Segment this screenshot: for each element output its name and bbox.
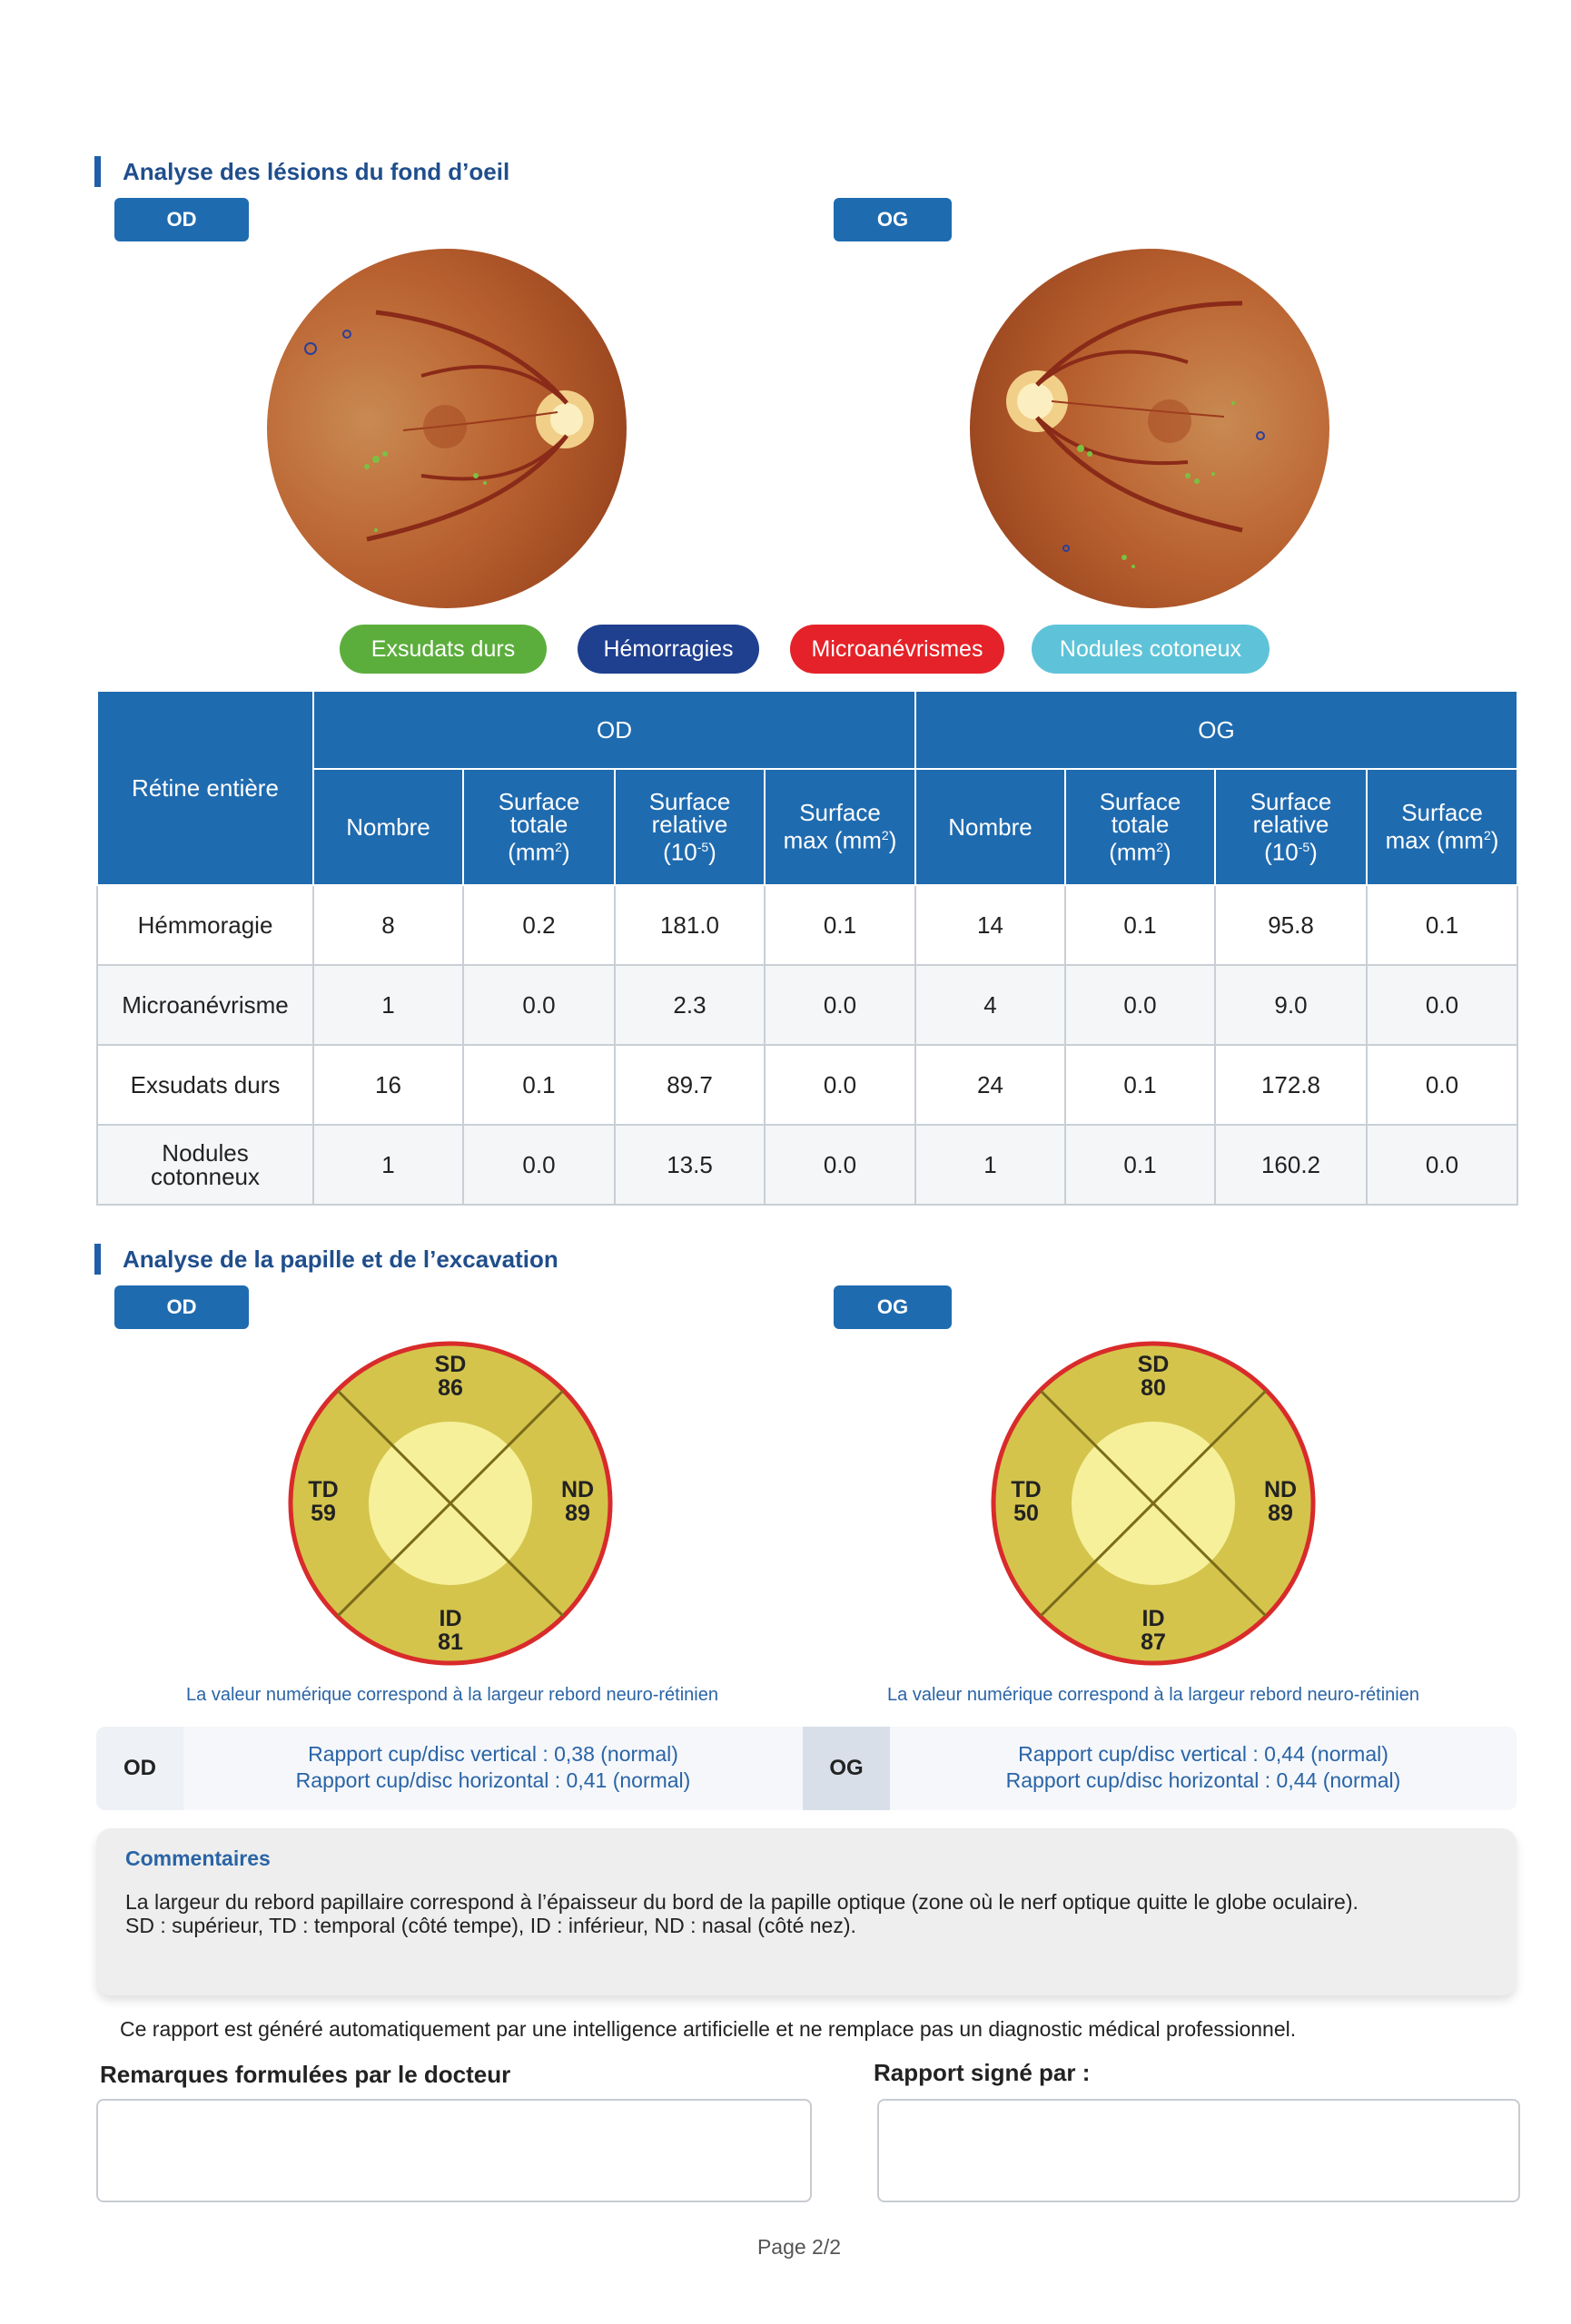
cup-disc-ratio-panel xyxy=(96,1727,1517,1810)
ratio-og-label: OG xyxy=(803,1727,890,1810)
ratio-og-horizontal: Rapport cup/disc horizontal : 0,44 (normal) xyxy=(1005,1768,1401,1792)
table-cell: 1 xyxy=(313,1125,463,1205)
table-cell: 9.0 xyxy=(1215,965,1367,1045)
od-nd-label: ND xyxy=(560,1477,595,1502)
table-cell: 13.5 xyxy=(615,1125,765,1205)
og-td-value: 50 xyxy=(1013,1501,1039,1526)
og-nd-label: ND xyxy=(1263,1477,1298,1502)
og-td-label: TD xyxy=(1011,1477,1042,1502)
comments-line-2: SD : supérieur, TD : temporal (côté tempe), ID : inférieur, ND : nasal (côté nez). xyxy=(125,1914,856,1937)
remarks-label: Remarques formulées par le docteur xyxy=(100,2061,511,2088)
ratio-og-vertical: Rapport cup/disc vertical : 0,44 (normal) xyxy=(1018,1742,1388,1766)
table-cell: 0.1 xyxy=(1065,1125,1215,1205)
table-row xyxy=(97,885,1517,965)
table-cell: 0.0 xyxy=(1367,965,1517,1045)
od-id-value: 81 xyxy=(438,1630,463,1655)
table-cell: 8 xyxy=(313,885,463,965)
table-cell: 4 xyxy=(915,965,1065,1045)
table-cell: 24 xyxy=(915,1045,1065,1125)
table-cell: 2.3 xyxy=(615,965,765,1045)
og-nd-value: 89 xyxy=(1268,1501,1293,1526)
table-cell: 0.0 xyxy=(765,1125,915,1205)
fundus-image-og xyxy=(970,249,1329,608)
col-surface-max-og: Surface $\max (mm^2)$ xyxy=(1367,769,1517,885)
legend-microanevrismes: Microanévrismes xyxy=(790,625,1004,674)
ratio-od-text xyxy=(183,1741,803,1794)
table-cell: 0.1 xyxy=(765,885,915,965)
comments-line-1: La largeur du rebord papillaire correspond à l’épaisseur du bord de la papille optique (zone où le nerf optique quitte le globe oculaire). xyxy=(125,1890,1359,1914)
legend-nodules-cotoneux: Nodules cotoneux xyxy=(1032,625,1270,674)
od-sd-label: SD xyxy=(434,1352,467,1377)
table-cell: 0.0 xyxy=(463,1125,615,1205)
disc-caption-od: La valeur numérique correspond à la largeur rebord neuro-rétinien xyxy=(186,1685,718,1705)
row-label: Exsudats durs xyxy=(97,1045,313,1125)
ratio-od-label: OD xyxy=(96,1727,183,1810)
ratio-og-text xyxy=(890,1741,1517,1794)
disc-diagram-og xyxy=(990,1340,1317,1667)
col-surface-totale-od: Surface totale $(mm^2)$ xyxy=(463,769,615,885)
disc-caption-og: La valeur numérique correspond à la largeur rebord neuro-rétinien xyxy=(887,1685,1419,1705)
table-cell: 1 xyxy=(313,965,463,1045)
table-cell: 0.1 xyxy=(463,1045,615,1125)
lesion-section-title: Analyse des lésions du fond d’oeil xyxy=(94,156,509,187)
fundus-image-od xyxy=(267,249,627,608)
legend-hemorragies: Hémorragies xyxy=(578,625,759,674)
row-label: Hémmoragie xyxy=(97,885,313,965)
col-nombre-og: Nombre xyxy=(915,769,1065,885)
table-row xyxy=(97,1125,1517,1205)
col-nombre-od: Nombre xyxy=(313,769,463,885)
od-sd-value: 86 xyxy=(438,1375,463,1401)
legend-exsudats-durs: Exsudats durs xyxy=(340,625,547,674)
table-cell: 0.0 xyxy=(1367,1125,1517,1205)
ratio-od-vertical: Rapport cup/disc vertical : 0,38 (normal) xyxy=(308,1742,678,1766)
row-label: Microanévrisme xyxy=(97,965,313,1045)
table-corner-header: Rétine entière xyxy=(97,691,313,885)
comments-title: Commentaires xyxy=(125,1846,271,1870)
col-surface-max-od: Surface $\max (mm^2)$ xyxy=(765,769,915,885)
od-tab[interactable]: OD xyxy=(114,198,249,241)
table-cell: 0.1 xyxy=(1065,1045,1215,1125)
col-surface-relative-od: Surface relative $(10^{-5})$ xyxy=(615,769,765,885)
table-cell: 0.1 xyxy=(1065,885,1215,965)
col-surface-totale-og: Surface totale $(mm^2)$ xyxy=(1065,769,1215,885)
od-nd-value: 89 xyxy=(565,1501,590,1526)
remarks-box[interactable] xyxy=(96,2099,812,2202)
table-cell: 1 xyxy=(915,1125,1065,1205)
col-surface-relative-og: Surface relative $(10^{-5})$ xyxy=(1215,769,1367,885)
row-label: Nodules cotonneux xyxy=(97,1125,313,1205)
lesion-table xyxy=(96,690,1518,1206)
table-cell: 160.2 xyxy=(1215,1125,1367,1205)
table-cell: 14 xyxy=(915,885,1065,965)
og-sd-label: SD xyxy=(1137,1352,1170,1377)
disclaimer-text: Ce rapport est généré automatiquement par une intelligence artificielle et ne remplace pas un diagnostic médical professionnel. xyxy=(120,2017,1297,2041)
table-group-od: OD xyxy=(313,691,915,769)
comments-panel xyxy=(96,1828,1517,1995)
table-row xyxy=(97,1045,1517,1125)
disc-og-tab[interactable]: OG xyxy=(834,1285,952,1329)
disc-section-title: Analyse de la papille et de l’excavation xyxy=(94,1244,558,1275)
table-row xyxy=(97,965,1517,1045)
signature-box[interactable] xyxy=(877,2099,1520,2202)
table-cell: 16 xyxy=(313,1045,463,1125)
disc-od-tab[interactable]: OD xyxy=(114,1285,249,1329)
og-id-label: ID xyxy=(1141,1606,1165,1631)
page-number: Page 2/2 xyxy=(756,2235,842,2259)
table-cell: 0.0 xyxy=(1065,965,1215,1045)
og-id-value: 87 xyxy=(1141,1630,1166,1655)
table-cell: 0.1 xyxy=(1367,885,1517,965)
table-cell: 89.7 xyxy=(615,1045,765,1125)
od-td-value: 59 xyxy=(311,1501,336,1526)
signed-by-label: Rapport signé par : xyxy=(874,2059,1091,2086)
table-cell: 172.8 xyxy=(1215,1045,1367,1125)
table-group-og: OG xyxy=(915,691,1517,769)
table-cell: 0.0 xyxy=(765,1045,915,1125)
ratio-od-horizontal: Rapport cup/disc horizontal : 0,41 (normal) xyxy=(295,1768,691,1792)
og-sd-value: 80 xyxy=(1141,1375,1166,1401)
table-cell: 181.0 xyxy=(615,885,765,965)
table-cell: 0.0 xyxy=(765,965,915,1045)
od-td-label: TD xyxy=(308,1477,339,1502)
table-cell: 95.8 xyxy=(1215,885,1367,965)
og-tab[interactable]: OG xyxy=(834,198,952,241)
disc-diagram-od xyxy=(287,1340,614,1667)
table-cell: 0.0 xyxy=(1367,1045,1517,1125)
od-id-label: ID xyxy=(439,1606,462,1631)
table-cell: 0.0 xyxy=(463,965,615,1045)
table-cell: 0.2 xyxy=(463,885,615,965)
